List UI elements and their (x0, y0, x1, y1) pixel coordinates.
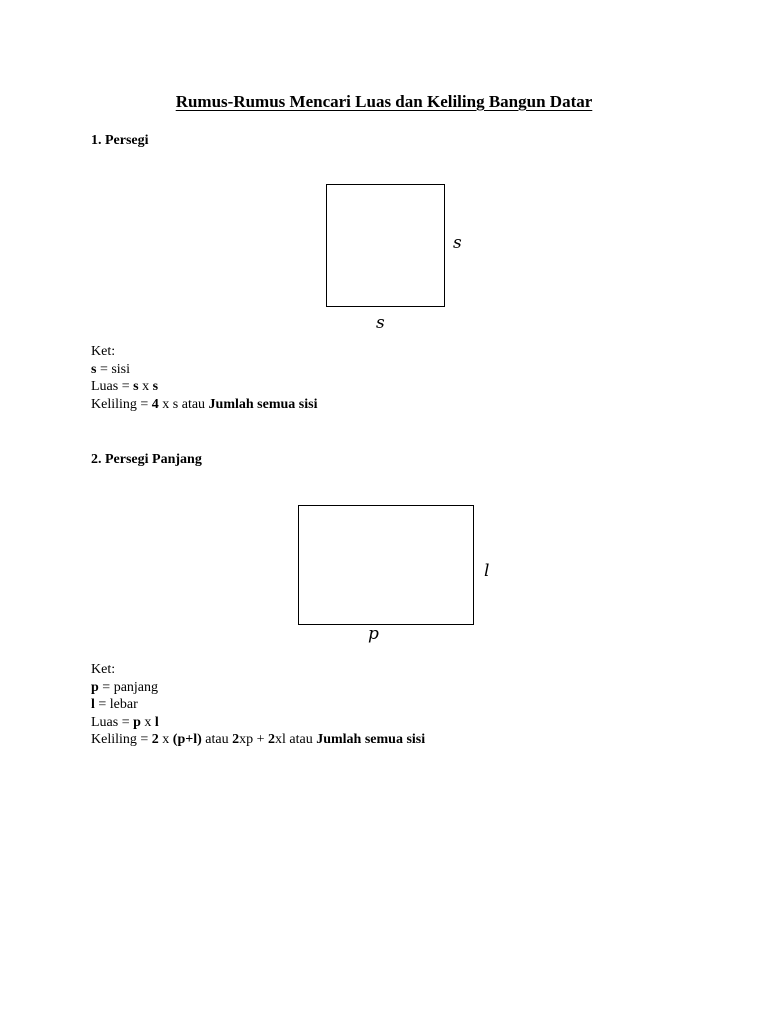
rectangle-side-label-right: l (484, 561, 490, 581)
keliling-formula: Keliling = 4 x s atau Jumlah semua sisi (91, 396, 318, 412)
page-title: Rumus-Rumus Mencari Luas dan Keliling Bangun Datar (175, 92, 593, 111)
keliling-formula: Keliling = 2 x (p+l) atau 2xp + 2xl atau Jumlah semua sisi (91, 732, 426, 747)
square-side-label-right: s (453, 233, 462, 253)
section-heading-persegi: 1. Persegi (91, 133, 149, 148)
square-side-label-bottom: s (376, 313, 385, 333)
luas-formula: Luas = s x s (91, 379, 159, 394)
ket-def-l: l = lebar (91, 697, 138, 712)
square-figure (326, 184, 445, 307)
section-heading-persegi-panjang: 2. Persegi Panjang (91, 452, 202, 467)
persegi-ket-block (91, 343, 317, 413)
ket-def-s: s = sisi (91, 361, 131, 377)
luas-formula: Luas = p x l (91, 714, 159, 730)
ket-label: Ket: (91, 662, 116, 677)
ket-def-p: p = panjang (91, 679, 159, 695)
ket-label: Ket: (91, 344, 116, 359)
rectangle-figure (298, 505, 474, 625)
persegi-panjang-ket-block (91, 661, 425, 749)
rectangle-side-label-bottom: p (368, 624, 379, 644)
